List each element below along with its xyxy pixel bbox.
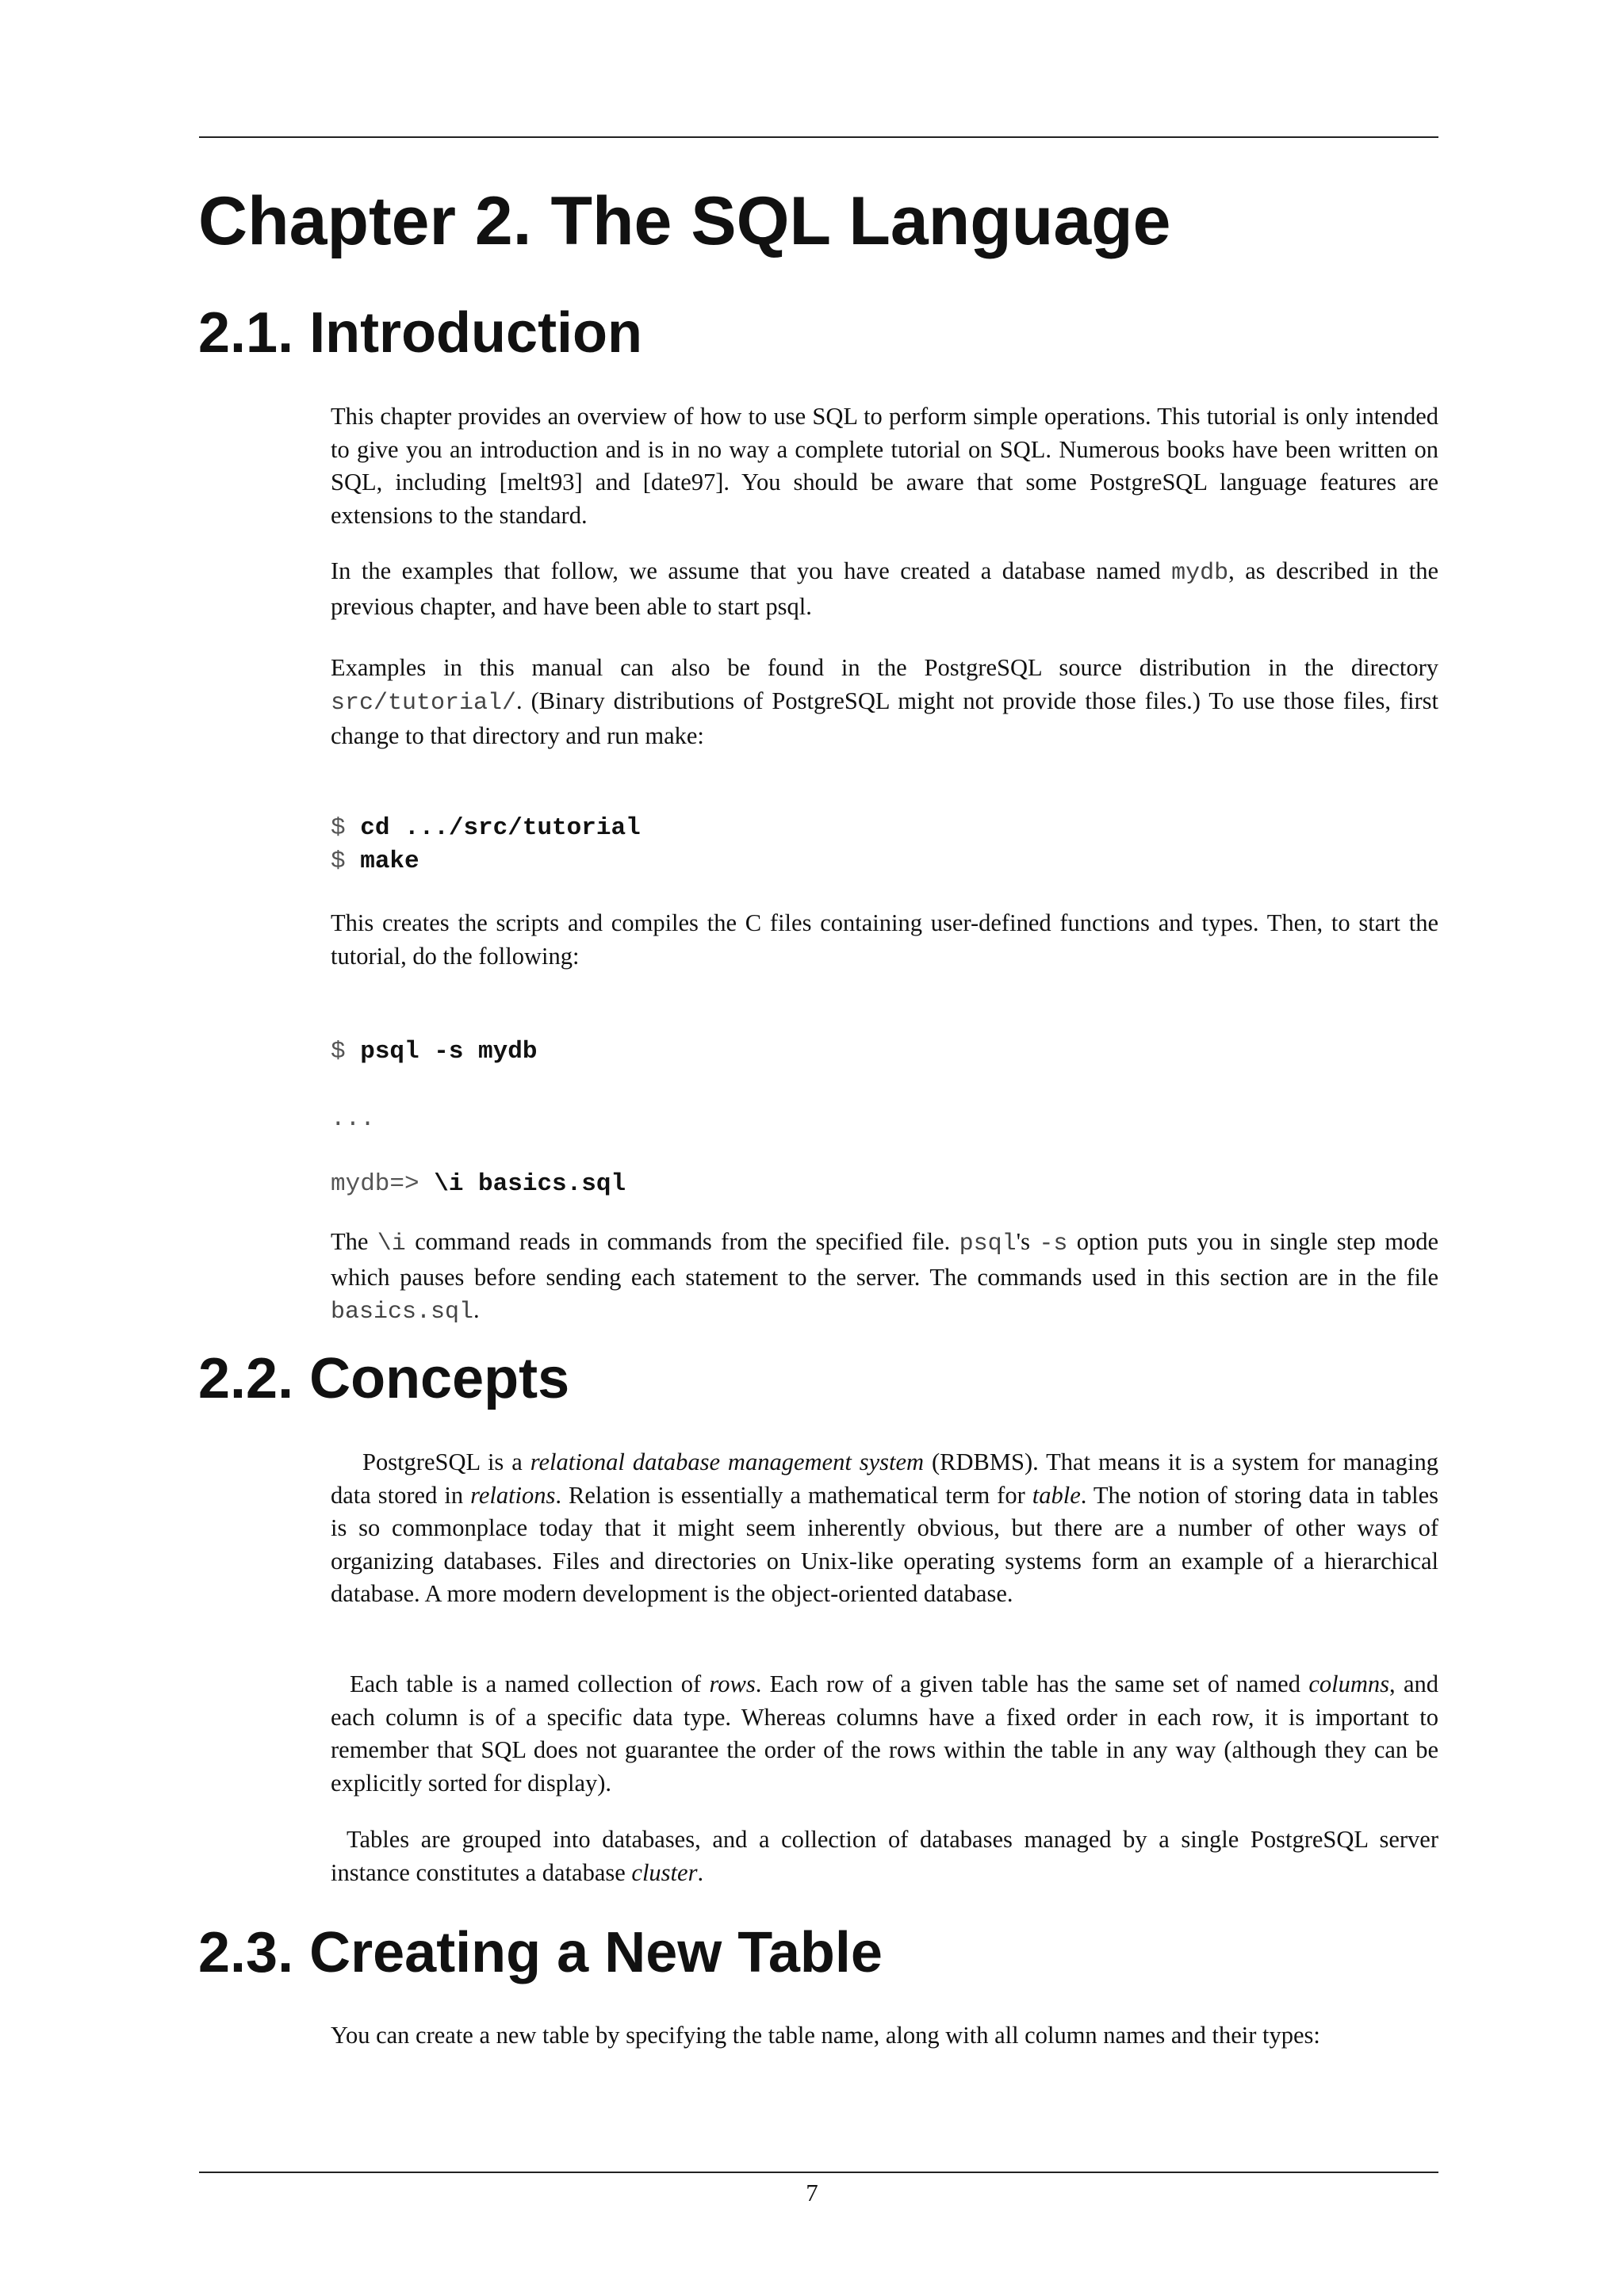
emphasis: relations: [470, 1481, 556, 1509]
shell-command: make: [360, 848, 419, 875]
text-run: (RDBMS). That means it is a system for managing data stored in: [331, 1448, 1439, 1509]
text-run: 's: [1016, 1228, 1040, 1255]
code-line-ellipsis: ...: [331, 1105, 375, 1133]
concepts-paragraph-3: [331, 1823, 1438, 1889]
shell-command: psql -s mydb: [360, 1038, 538, 1066]
section-title-concepts: 2.2. Concepts: [198, 1347, 570, 1410]
text-run: .: [697, 1858, 704, 1886]
code-line: [331, 1172, 626, 1196]
inline-code-src-tutorial: src/tutorial/: [331, 689, 517, 717]
inline-code: psql: [959, 1230, 1017, 1257]
inline-code: basics.sql: [331, 1299, 474, 1326]
header-rule: [199, 136, 1438, 138]
intro-paragraph-5: [331, 1226, 1438, 1330]
psql-command: \i basics.sql: [434, 1170, 626, 1198]
concepts-paragraph-1: [331, 1446, 1438, 1611]
emphasis: relational database management system: [530, 1448, 925, 1475]
inline-code: \i: [377, 1230, 406, 1257]
creating-table-paragraph-1: You can create a new table by specifying the table name, along with all column names and their types:: [331, 2022, 1320, 2049]
text-run: command reads in commands from the specified file.: [405, 1228, 959, 1255]
shell-command: cd .../src/tutorial: [360, 814, 641, 842]
footer-rule: [199, 2172, 1438, 2173]
text-run: Examples in this manual can also be found in the PostgreSQL source distribution in the directory: [331, 654, 1438, 681]
shell-prompt: $: [331, 814, 361, 842]
inline-code-mydb: mydb: [1171, 560, 1229, 587]
section-title-creating-table: 2.3. Creating a New Table: [198, 1921, 883, 1984]
text-run: . (Binary distributions of PostgreSQL might not provide those files.) To use those files, first change to that directory and run make:: [331, 687, 1438, 750]
code-line: [331, 849, 419, 874]
text-run: , as described in the previous chapter, and have been able to start psql.: [331, 557, 1438, 620]
intro-paragraph-1: This chapter provides an overview of how to use SQL to perform simple operations. This tutorial is only intended to give you an introduction and is in no way a complete tutorial on SQL. Numerous books have been written on SQL, including [melt93] and [date97]. You should be aware that some PostgreSQL language features are extensions to the standard.: [331, 403, 1438, 529]
concepts-paragraph-2: [331, 1668, 1438, 1800]
code-line: [331, 816, 641, 840]
text-run: .: [473, 1296, 480, 1324]
intro-paragraph-3: [331, 652, 1438, 753]
shell-prompt: $: [331, 1038, 361, 1066]
page-number: 7: [806, 2179, 818, 2206]
intro-paragraph-2: [331, 555, 1438, 623]
shell-prompt: $: [331, 848, 361, 875]
text-run: option puts you in single step mode which pauses before sending each statement to the server. The commands used in this section are in the file: [331, 1228, 1438, 1291]
inline-code: -s: [1039, 1230, 1068, 1257]
text-run: Tables are grouped into databases, and a collection of databases managed by a single PostgreSQL server instance constitutes a database: [331, 1826, 1438, 1886]
text-run: . Each row of a given table has the same set of named: [755, 1670, 1309, 1697]
text-run: The: [331, 1228, 377, 1255]
emphasis: cluster: [631, 1858, 698, 1886]
text-run: , and each column is of a specific data type. Whereas columns have a fixed order in each row, it is important to remember that SQL does not guarantee the order of the rows within the table in any way (although they can be explicitly sorted for display).: [331, 1670, 1438, 1797]
section-title-introduction: 2.1. Introduction: [198, 301, 643, 365]
text-run: In the examples that follow, we assume that you have created a database named: [331, 557, 1172, 584]
emphasis: table: [1032, 1481, 1081, 1509]
text-run: PostgreSQL is a: [362, 1448, 530, 1475]
emphasis: columns: [1308, 1670, 1389, 1697]
code-line: [331, 1039, 537, 1064]
text-run: . Relation is essentially a mathematical term for: [555, 1481, 1032, 1509]
chapter-title: Chapter 2. The SQL Language: [198, 183, 1171, 259]
text-run: . The notion of storing data in tables is so commonplace today that it might seem inherently obvious, but there are a number of other ways of organizing databases. Files and directories on Unix-like operating systems form an example of a hierarchical database. A more modern development is the object-oriented database.: [331, 1481, 1438, 1608]
text-run: Each table is a named collection of: [350, 1670, 710, 1697]
psql-prompt: mydb=>: [331, 1170, 435, 1198]
intro-paragraph-4: This creates the scripts and compiles the C files containing user-defined functions and types. Then, to start the tutorial, do the following:: [331, 909, 1438, 970]
emphasis: rows: [709, 1670, 756, 1697]
